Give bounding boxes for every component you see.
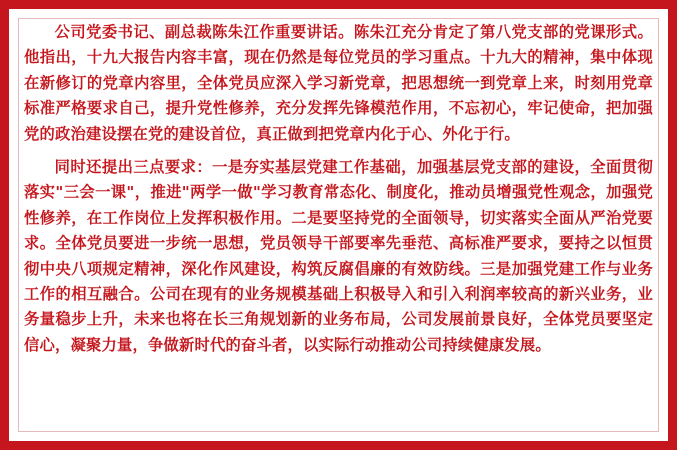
- document-body: [22, 20, 655, 362]
- paragraph-1: 公司党委书记、副总裁陈朱江作重要讲话。陈朱江充分肯定了第八党支部的党课形式。他指出，十九大报告内容丰富，现在仍然是每位党员的学习重点。十九大的精神，集中体现在新修订的党章内容里，全体党员应深入学习新党章，把思想统一到党章上来，时刻用党章标准严格要求自己，提升党性修养，充分发挥先锋模范作用，不忘初心，牢记使命，把加强党的政治建设摆在党的建设首位，真正做到把党章内化于心、外化于行。: [24, 23, 653, 143]
- paragraph-2: 同时还提出三点要求：一是夯实基层党建工作基础，加强基层党支部的建设，全面贯彻落实"三会一课"，推进"两学一做"学习教育常态化、制度化，推动员增强党性观念，加强党性修养，在工作岗位上发挥积极作用。二是要坚持党的全面领导，切实落实全面从严治党要求。全体党员要进一步统一思想，党员领导干部要率先垂范、高标准严要求，要持之以恒贯彻中央八项规定精神，深化作风建设，构筑反腐倡廉的有效防线。三是加强党建工作与业务工作的相互融合。公司在现有的业务规模基础上积极导入和引入利润率较高的新兴业务，业务量稳步上升，未来也将在长三角规划新的业务布局，公司发展前景良好，全体党员要坚定信心，凝聚力量，争做新时代的奋斗者，以实际行动推动公司持续健康发展。: [24, 158, 653, 354]
